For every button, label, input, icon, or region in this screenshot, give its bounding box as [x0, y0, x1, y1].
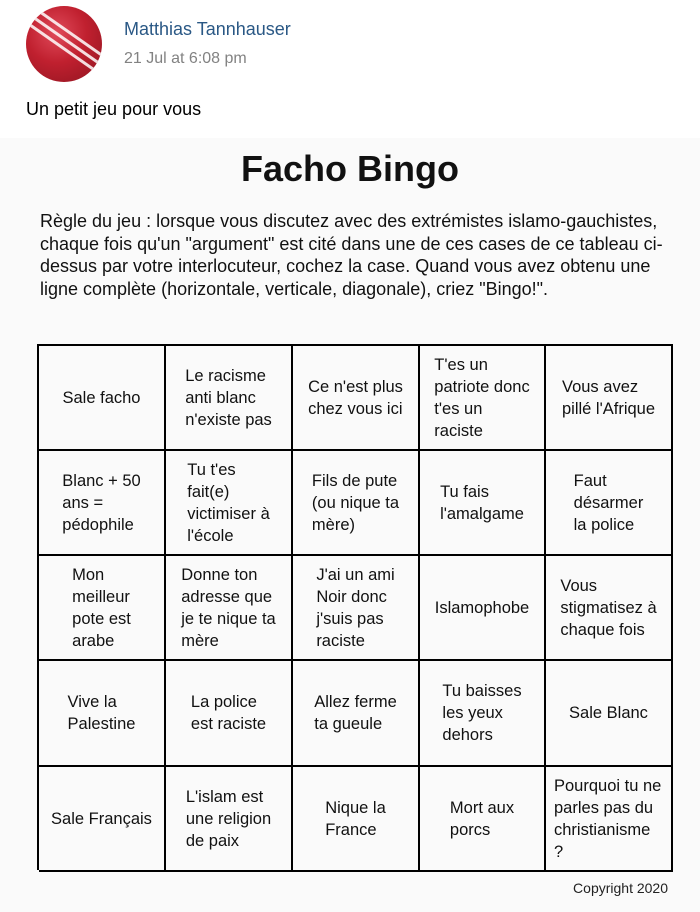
bingo-cell: Tu baisses les yeux dehors [420, 661, 546, 767]
bingo-cell: Allez ferme ta gueule [293, 661, 420, 767]
post-header [26, 6, 686, 82]
bingo-cell: Vous avez pillé l'Afrique [546, 346, 673, 451]
bingo-cell: T'es un patriote donc t'es un raciste [420, 346, 546, 451]
bingo-cell: Vive la Palestine [39, 661, 166, 767]
bingo-cell: Pourquoi tu ne parles pas du christianisme ? [546, 767, 673, 872]
bingo-cell: Faut désarmer la police [546, 451, 673, 556]
bingo-cell: Ce n'est plus chez vous ici [293, 346, 420, 451]
bingo-cell: Tu t'es fait(e) victimiser à l'école [166, 451, 293, 556]
bingo-rules: Règle du jeu : lorsque vous discutez avec des extrémistes islamo-gauchistes, chaque fois qu'un "argument" est cité dans une de ces cases de ce tableau ci-dessus par votre interlocuteur, cochez la case. Quand vous avez obtenu une ligne complète (horizontale, verticale, diagonale), criez "Bingo!". [40, 211, 663, 299]
bingo-cell: Vous stigmatisez à chaque fois [546, 556, 673, 661]
bingo-cell: Sale Français [39, 767, 166, 872]
bingo-title: Facho Bingo [241, 148, 459, 189]
bingo-cell: J'ai un ami Noir donc j'suis pas raciste [293, 556, 420, 661]
post-text: Un petit jeu pour vous [26, 99, 202, 119]
bingo-cell: Tu fais l'amalgame [420, 451, 546, 556]
bingo-cell: Fils de pute (ou nique ta mère) [293, 451, 420, 556]
post-timestamp[interactable]: 21 Jul at 6:08 pm [124, 50, 247, 67]
bingo-cell: Blanc + 50 ans = pédophile [39, 451, 166, 556]
bingo-cell: Nique la France [293, 767, 420, 872]
bingo-cell: Mon meilleur pote est arabe [39, 556, 166, 661]
bingo-cell: Le racisme anti blanc n'existe pas [166, 346, 293, 451]
post-author-link[interactable]: Matthias Tannhauser [124, 19, 291, 39]
bingo-cell: Donne ton adresse que je te nique ta mère [166, 556, 293, 661]
bingo-cell: Islamophobe [420, 556, 546, 661]
bingo-cell: La police est raciste [166, 661, 293, 767]
bingo-cell: L'islam est une religion de paix [166, 767, 293, 872]
bingo-grid [37, 344, 673, 870]
bingo-cell: Sale facho [39, 346, 166, 451]
bingo-cell: Sale Blanc [546, 661, 673, 767]
bingo-cell: Mort aux porcs [420, 767, 546, 872]
copyright-text: Copyright 2020 [573, 880, 668, 896]
avatar[interactable] [26, 6, 102, 82]
